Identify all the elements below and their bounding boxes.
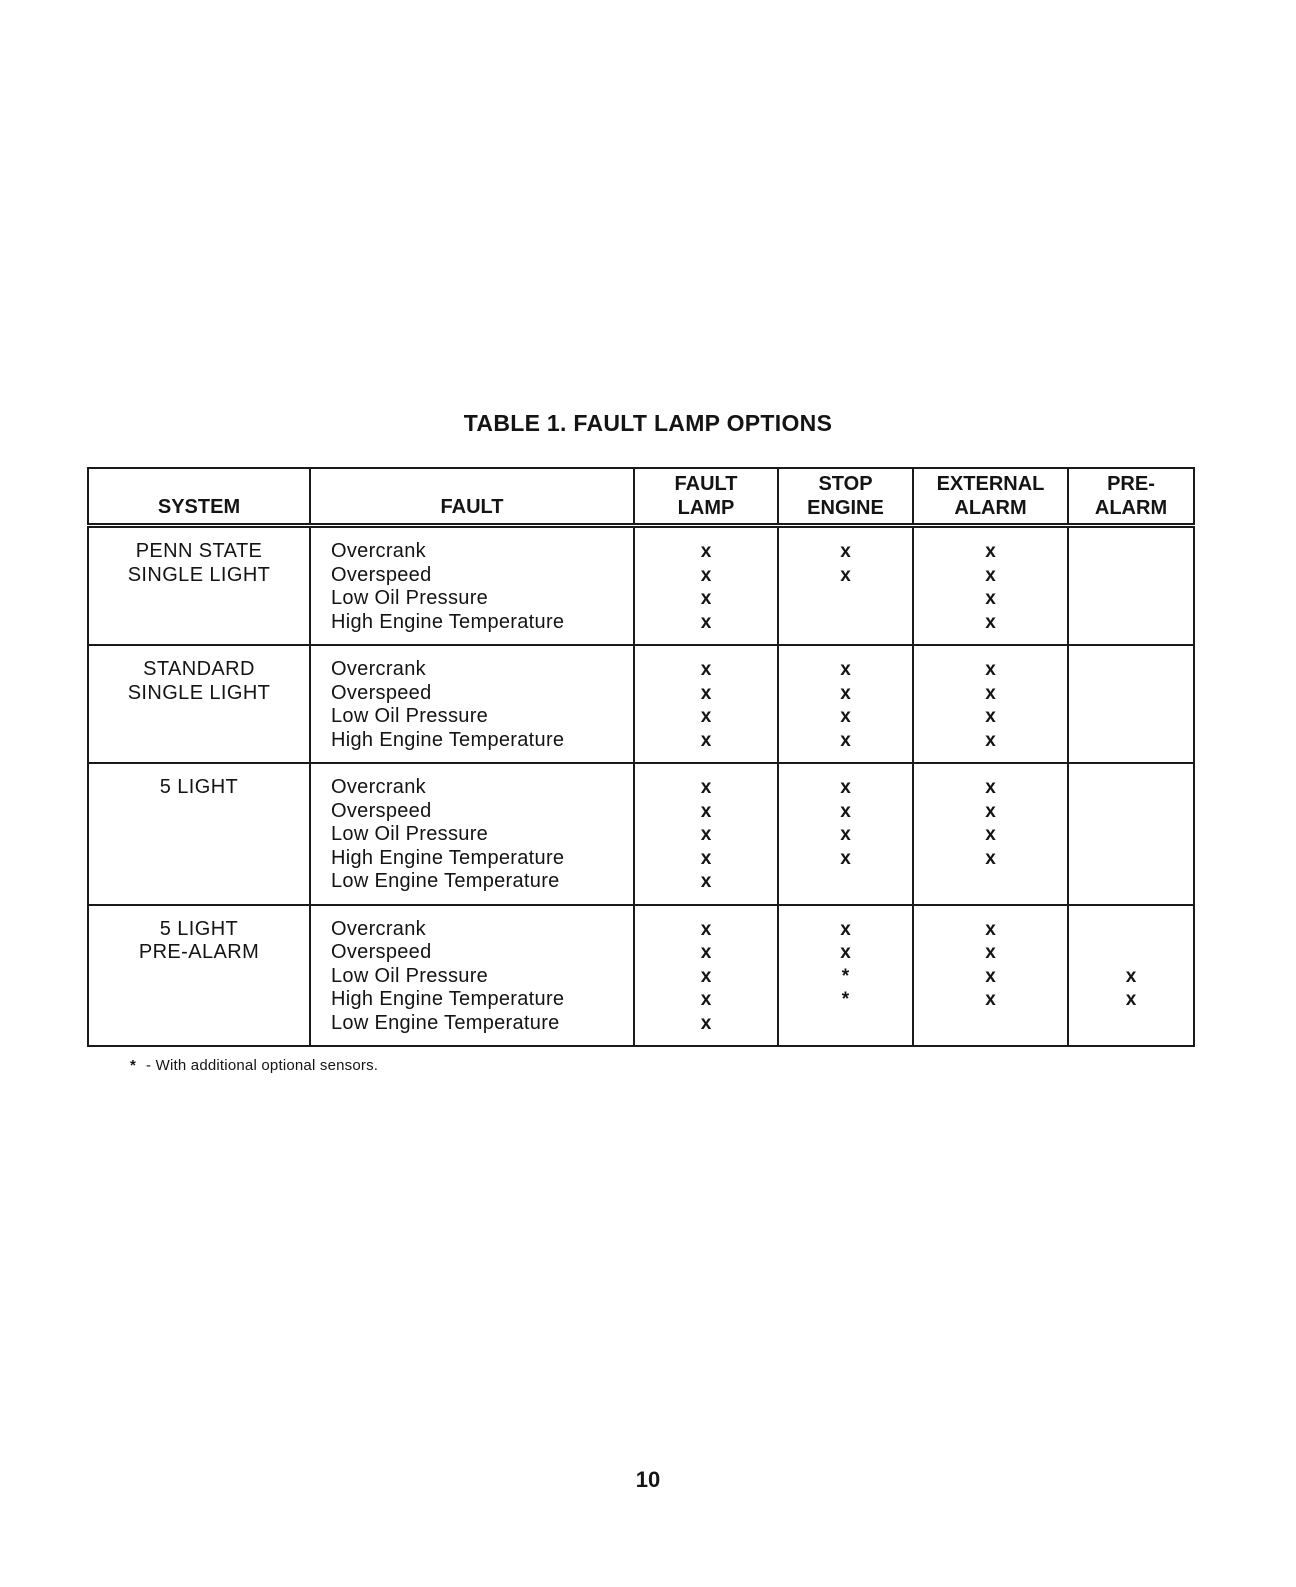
footnote-text: - With additional optional sensors. [146,1057,379,1074]
fault-name: Overspeed [331,941,432,963]
table-row [88,526,1194,646]
external-alarm-mark: x [985,588,996,609]
fault-name: Overcrank [331,540,426,562]
fault-lamp-mark: x [700,659,712,680]
pre-alarm-mark [1073,564,1189,588]
fault-lamp-mark: x [700,588,712,609]
pre-alarm-mark [1073,611,1189,635]
pre-alarm-mark [1073,847,1189,871]
pre-alarm-mark [1073,941,1189,965]
fault-lamp-cell [634,905,778,1047]
stop-engine-mark: * [841,965,850,987]
header-pre-alarm: PRE- ALARM [1068,468,1194,526]
table-title: TABLE 1. FAULT LAMP OPTIONS [463,410,833,436]
table-row [88,763,1194,905]
external-alarm-mark: x [985,800,996,822]
header-fault: FAULT [310,468,634,526]
page-number: 10 [635,1467,661,1492]
footnote [130,1057,378,1074]
pre-alarm-mark [1073,776,1189,800]
fault-lamp-mark: x [700,965,712,987]
fault-lamp-mark: x [700,824,712,845]
pre-alarm-mark [1073,870,1189,894]
system-cell [88,763,310,905]
system-name-line: SINGLE LIGHT [127,563,271,586]
pre-alarm-mark: x [1125,965,1137,987]
stop-engine-mark: x [840,918,851,940]
fault-lamp-mark: x [700,564,712,586]
external-alarm-mark: x [985,564,996,586]
external-alarm-mark: x [985,965,996,987]
fault-name: High Engine Temperature [331,846,565,869]
stop-engine-mark [783,587,908,611]
pre-alarm-mark [1073,729,1189,753]
fault-lamp-options-table [87,467,1195,1047]
stop-engine-cell [778,645,913,763]
fault-name: Low Oil Pressure [331,705,489,727]
fault-lamp-mark: x [700,1012,712,1034]
external-alarm-mark: x [985,847,996,869]
system-name-line: SINGLE LIGHT [127,681,271,704]
stop-engine-mark: x [840,942,851,963]
fault-name: Overcrank [331,917,426,940]
header-row [88,468,1194,526]
system-cell [88,526,310,646]
pre-alarm-cell [1068,763,1194,905]
stop-engine-mark: x [840,706,851,727]
stop-engine-cell [778,763,913,905]
fault-name: Overspeed [331,681,432,704]
stop-engine-mark: x [840,824,851,845]
pre-alarm-mark: x [1125,989,1137,1010]
stop-engine-mark: x [840,564,851,586]
system-cell [88,645,310,763]
fault-lamp-mark: x [700,989,712,1010]
stop-engine-mark: x [840,800,851,822]
external-alarm-mark: x [985,682,996,704]
external-alarm-cell [913,526,1068,646]
stop-engine-mark: x [840,682,851,704]
system-name-line: 5 LIGHT [159,917,239,940]
fault-name: Overcrank [331,776,426,798]
fault-cell [310,526,634,646]
header-system: SYSTEM [157,496,241,518]
fault-name: High Engine Temperature [331,610,565,633]
fault-name: Overspeed [331,799,432,822]
fault-lamp-cell [634,763,778,905]
external-alarm-mark: x [985,706,996,727]
external-alarm-mark: x [985,824,996,845]
fault-lamp-mark: x [700,918,712,940]
fault-cell [310,645,634,763]
pre-alarm-mark [1073,587,1189,611]
external-alarm-cell [913,905,1068,1047]
table-row [88,645,1194,763]
fault-lamp-mark: x [700,729,712,751]
stop-engine-mark [783,1012,908,1036]
fault-lamp-mark: x [700,541,712,562]
system-name-line: 5 LIGHT [159,776,239,798]
pre-alarm-cell [1068,645,1194,763]
external-alarm-mark: x [985,777,996,798]
fault-name: Overcrank [331,658,426,680]
pre-alarm-cell [1068,526,1194,646]
pre-alarm-mark [1073,658,1189,682]
pre-alarm-mark [1073,800,1189,824]
external-alarm-mark: x [985,729,996,751]
external-alarm-mark: x [985,918,996,940]
header-stop-engine: STOP ENGINE [778,468,913,526]
fault-name: Low Oil Pressure [331,823,489,845]
fault-lamp-mark: x [700,611,712,633]
fault-name: High Engine Temperature [331,728,565,751]
external-alarm-mark [918,1012,1063,1036]
fault-lamp-mark: x [700,847,712,869]
fault-lamp-mark: x [700,706,712,727]
fault-lamp-mark: x [700,871,712,892]
fault-name: Low Oil Pressure [331,964,489,987]
pre-alarm-mark [1073,540,1189,564]
fault-name: Low Engine Temperature [331,870,560,892]
external-alarm-cell [913,645,1068,763]
pre-alarm-mark [1073,1012,1189,1036]
stop-engine-mark: x [840,541,851,562]
stop-engine-mark: x [840,777,851,798]
external-alarm-mark: x [985,989,996,1010]
header-fault-lamp: FAULT LAMP [634,468,778,526]
stop-engine-mark: x [840,847,851,869]
fault-lamp-mark: x [700,800,712,822]
fault-name: Low Engine Temperature [331,1011,560,1034]
system-name-line: PENN STATE [135,540,263,562]
fault-lamp-cell [634,645,778,763]
pre-alarm-mark [1073,823,1189,847]
pre-alarm-mark [1073,682,1189,706]
stop-engine-cell [778,526,913,646]
system-name-line: PRE-ALARM [138,941,260,963]
table-row [88,905,1194,1047]
header-external-alarm: EXTERNAL ALARM [913,468,1068,526]
fault-lamp-mark: x [700,682,712,704]
external-alarm-mark: x [985,659,996,680]
external-alarm-cell [913,763,1068,905]
fault-lamp-mark: x [700,777,712,798]
fault-name: High Engine Temperature [331,988,565,1010]
external-alarm-mark [918,870,1063,894]
external-alarm-mark: x [985,541,996,562]
system-cell [88,905,310,1047]
fault-cell [310,763,634,905]
external-alarm-mark: x [985,611,996,633]
stop-engine-mark: x [840,659,851,680]
footnote-symbol: * [130,1057,137,1074]
external-alarm-mark: x [985,942,996,963]
stop-engine-mark: x [840,729,851,751]
fault-cell [310,905,634,1047]
fault-lamp-mark: x [700,942,712,963]
stop-engine-cell [778,905,913,1047]
pre-alarm-cell [1068,905,1194,1047]
fault-name: Overspeed [331,563,432,586]
stop-engine-mark [783,611,908,635]
fault-name: Low Oil Pressure [331,587,489,609]
pre-alarm-mark [1073,705,1189,729]
fault-lamp-cell [634,526,778,646]
stop-engine-mark: * [841,989,850,1010]
system-name-line: STANDARD [143,658,255,680]
pre-alarm-mark [1073,918,1189,942]
stop-engine-mark [783,870,908,894]
